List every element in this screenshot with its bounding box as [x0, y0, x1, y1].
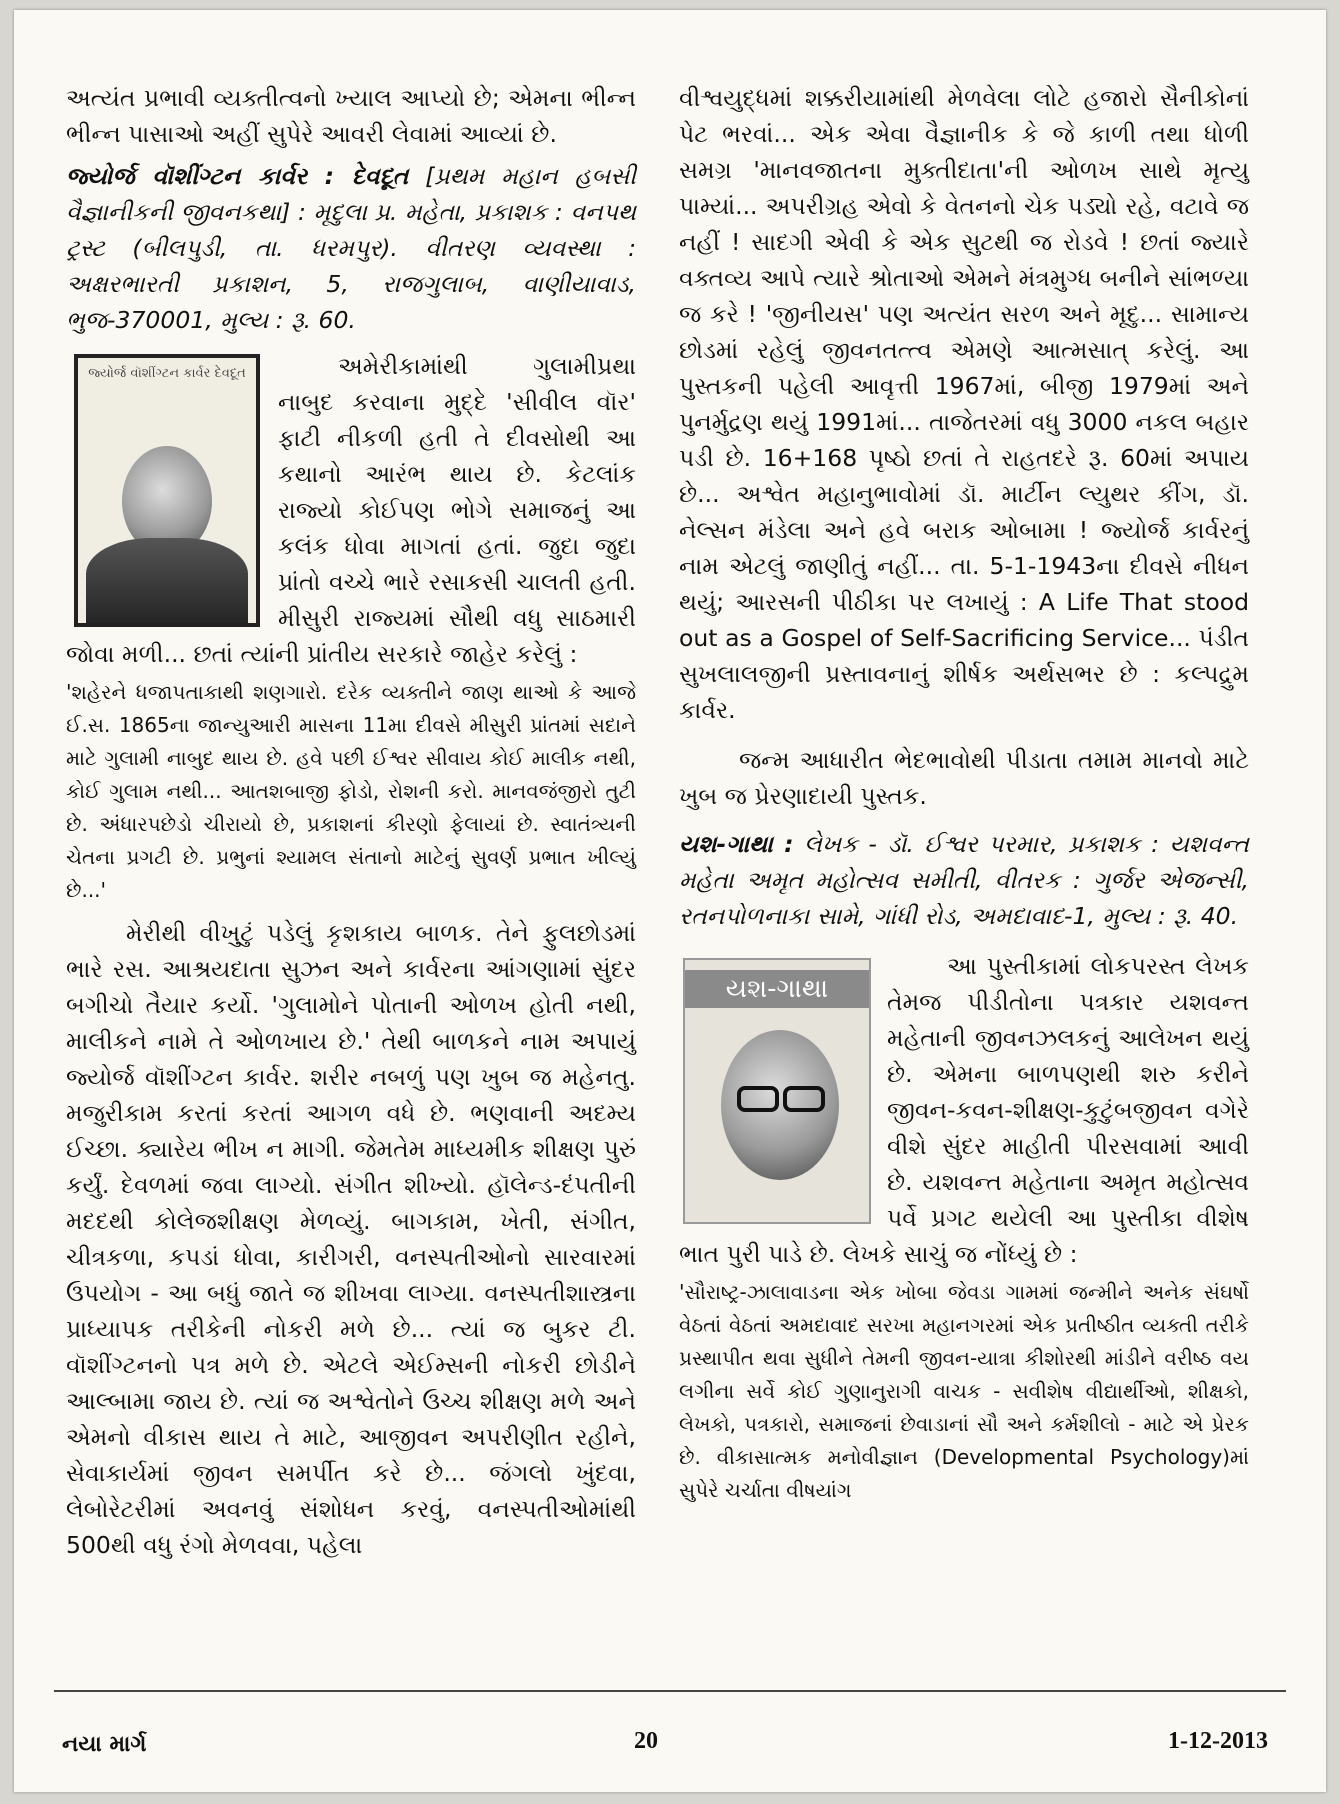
- right-column: [679, 80, 1249, 1515]
- page-footer: [14, 1690, 1326, 1780]
- book2-title: યશ-ગાથા :: [679, 830, 794, 858]
- intro-paragraph: અત્યંત પ્રભાવી વ્યક્તીત્વનો ખ્યાલ આપ્યો છે; એમના ભીન્ન ભીન્ન પાસાઓ અહીં સુપેરે આવરી લેવામાં આવ્યાં છે.: [66, 84, 636, 148]
- book2-cover-title: યશ-ગાથા: [685, 970, 869, 1008]
- legacy-paragraph: વીશ્વયુદ્ધમાં શક્કરીયામાંથી મેળવેલા લોટે હજારો સૈનીકોનાં પેટ ભરવાં... એક એવા વૈજ્ઞાનીક કે જે કાળી તથા ધોળી સમગ્ર 'માનવજાતના મુક્તીદાતા'ની ઓળખ સાથે મૃત્યુ પામ્યાં... અપરીગ્રહ એવો કે વેતનનો ચેક પડ્યો રહે, વટાવે જ નહીં ! સાદગી એવી કે એક સુટથી જ રોડવે ! છતાં જ્યારે વક્તવ્ય આપે ત્યારે શ્રોતાઓ એમને મંત્રમુગ્ધ બનીને સાંભળ્યા જ કરે ! 'જીનીયસ' પણ અત્યંત સરળ અને મૃદુ... સામાન્ય છોડમાં રહેલું જીવનતત્ત્વ એમણે આત્મસાત્ કરેલું. આ પુસ્તકની પહેલી આવૃત્તી 1967માં, બીજી 1979માં અને પુનર્મુદ્રણ થયું 1991માં... તાજેતરમાં વધુ 3000 નકલ બહાર પડી છે. 16+168 પૃષ્ઠો છતાં તે રાહતદરે રૂ. 60માં અપાય છે... અશ્વેત મહાનુભાવોમાં ડૉ. માર્ટીન લ્યુથર કીંગ, ડૉ. નેલ્સન મંડેલા અને હવે બરાક ઓબામા ! જ્યોર્જ કાર્વરનું નામ એટલું જાણીતું નહીં... તા. 5-1-1943ના દીવસે નીધન થયું; આરસની પીઠીકા પર લખાયું : A Life That stood out as a Gospel of Self-Sacrificing Service... પંડીત સુખલાલજીની પ્રસ્તાવનાનું શીર્ષક અર્થસભર છે : કલ્પદ્રુમ કાર્વર.: [679, 84, 1249, 724]
- left-column: [66, 80, 636, 1563]
- yashgatha-paragraph: આ પુસ્તીકામાં લોકપરસ્ત લેખક તેમજ પીડીતોના પત્રકાર યશવન્ત મહેતાની જીવનઝલકનું આલેખન થયું છે. એમના બાળપણથી શરુ કરીને જીવન-કવન-શીક્ષણ-કુટુંબજીવન વગેરે વીશે સુંદર માહીતી પીરસવામાં આવી છે. યશવન્ત મહેતાના અમૃત મહોત્સવ પર્વે પ્રગટ થયેલી આ પુસ્તીકા વીશેષ ભાત પુરી પાડે છે. લેખકે સાચું જ નોંધ્યું છે :: [679, 952, 1249, 1268]
- book1-cover-image: [74, 354, 260, 627]
- book1-details: [પ્રથમ મહાન હબસી વૈજ્ઞાનીકની જીવનકથા] : મૃદુલા પ્ર. મહેતા, પ્રકાશક : વનપથ ટ્રસ્ટ (બીલપુડી, તા. ધરમપુર). વીતરણ વ્યવસ્થા : અક્ષરભારતી પ્રકાશન, 5, રાજગુલાબ, વાણીયાવાડ, ભુજ-370001, મુલ્ય : રૂ. 60.: [66, 162, 637, 334]
- author-quote: 'સૌરાષ્ટ્ર-ઝાલાવાડના એક ખોબા જેવડા ગામમાં જન્મીને અનેક સંઘર્ષો વેઠતાં વેઠતાં અમદાવાદ સરખા મહાનગરમાં એક પ્રતીષ્ઠીત વ્યક્તી તરીકે પ્રસ્થાપીત થવા સુધીને તેમની જીવન-યાત્રા કીશોરથી માંડીને વરીષ્ઠ વય લગીના સર્વે કોઈ ગુણાનુરાગી વાચક - સવીશેષ વીદ્યાર્થીઓ, શીક્ષકો, લેખકો, પત્રકારો, સમાજનાં છેવાડાનાં સૌ અને કર્મશીલો - માટે એ પ્રેરક છે. વીકાસાત્મક મનોવીજ્ઞાન (Developmental Psychology)માં સુપેરે ચર્ચાતા વીષયાંગ: [679, 1280, 1249, 1502]
- magazine-name: નયા માર્ગ: [62, 1732, 147, 1757]
- portrait-body-icon: [86, 538, 248, 627]
- book1-title: જ્યોર્જ વૉશીંગ્ટન કાર્વર : દેવદૂત: [66, 162, 409, 190]
- book1-citation: [66, 158, 636, 338]
- magazine-page: [14, 10, 1326, 1792]
- glasses-icon: [737, 1086, 779, 1112]
- book2-details: લેખક - ડૉ. ઈશ્વર પરમાર, પ્રકાશક : યશવન્ત મહેતા અમૃત મહોત્સવ સમીતી, વીતરક : ગુર્જર એજન્સી, રતનપોળનાકા સામે, ગાંધી રોડ, અમદાવાદ-1, મુલ્ય : રૂ. 40.: [679, 830, 1249, 930]
- proclamation-quote: 'શહેરને ધજાપતાકાથી શણગારો. દરેક વ્યક્તીને જાણ થાઓ કે આજે ઈ.સ. 1865ના જાન્યુઆરી માસના 11મા દીવસે મીસુરી પ્રાંતમાં સદાને માટે ગુલામી નાબુદ થાય છે. હવે પછી ઈશ્વર સીવાય કોઈ માલીક નથી, કોઈ ગુલામ નથી... આતશબાજી ફોડો, રોશની કરો. માનવજંજીરો તુટી છે. અંધારપછેડો ચીરાયો છે, પ્રકાશનાં કીરણો ફેલાયાં છે. સ્વાતંત્ર્યની ચેતના પ્રગટી છે. પ્રભુનાં શ્યામલ સંતાનો માટેનું સુવર્ણ પ્રભાત ખીલ્યું છે...': [66, 680, 636, 902]
- civil-war-paragraph: અમેરીકામાંથી ગુલામીપ્રથા નાબુદ કરવાના મુદ્દે 'સીવીલ વૉર' ફાટી નીકળી હતી તે દીવસોથી આ કથાનો આરંભ થાય છે. કેટલાંક રાજ્યો કોઈપણ ભોગે સમાજનું આ કલંક ધોવા માગતાં હતાં. જુદા જુદા પ્રાંતો વચ્ચે ભારે રસાકસી ચાલતી હતી. મીસુરી રાજ્યમાં સૌથી વધુ સાઠમારી જોવા મળી... છતાં ત્યાંની પ્રાંતીય સરકારે જાહેર કરેલું :: [66, 352, 636, 668]
- recommendation-paragraph: જન્મ આધારીત ભેદભાવોથી પીડાતા તમામ માનવો માટે ખુબ જ પ્રેરણાદાયી પુસ્તક.: [679, 746, 1249, 810]
- book1-cover-title: જ્યોર્જ વૉશીંગ્ટન કાર્વર દેવદૂત: [88, 366, 246, 381]
- page-number: 20: [634, 1728, 658, 1754]
- glasses-icon: [783, 1086, 825, 1112]
- book2-cover-image: [683, 958, 871, 1224]
- childhood-paragraph: મેરીથી વીખુટું પડેલું કૃશકાય બાળક. તેને ફુલછોડમાં ભારે રસ. આશ્રયદાતા સુઝન અને કાર્વરના આંગણામાં સુંદર બગીચો તૈયાર કર્યો. 'ગુલામોને પોતાની ઓળખ હોતી નથી, માલીકને નામે તે ઓળખાય છે.' તેથી બાળકને નામ અપાયું જ્યોર્જ વૉશીંગ્ટન કાર્વર. શરીર નબળું પણ ખુબ જ મહેનતુ. મજુરીકામ કરતાં કરતાં આગળ વધે છે. ભણવાની અદમ્ય ઈચ્છા. ક્યારેય ભીખ ન માગી. જેમતેમ માધ્યમીક શીક્ષણ પુરું કર્યું. દેવળમાં જવા લાગ્યો. સંગીત શીખ્યો. હૉલેન્ડ-દંપતીની મદદથી કોલેજશીક્ષણ મેળવ્યું. બાગકામ, ખેતી, સંગીત, ચીત્રકળા, કપડાં ધોવા, કારીગરી, વનસ્પતીઓનો સારવારમાં ઉપયોગ - આ બધું જાતે જ શીખવા લાગ્યા. વનસ્પતીશાસ્ત્રના પ્રાધ્યાપક તરીકેની નોકરી મળે છે... ત્યાં જ બુકર ટી. વૉશીંગ્ટનનો પત્ર મળે છે. એટલે એઈમ્સની નોકરી છોડીને આલ્બામા જાય છે. ત્યાં જ અશ્વેતોને ઉચ્ચ શીક્ષણ મળે અને એમનો વીકાસ થાય તે માટે, આજીવન અપરીણીત રહીને, સેવાકાર્યમાં જીવન સમર્પીત કરે છે... જંગલો ખુંદવા, લેબોરેટરીમાં અવનવું સંશોધન કરવું, વનસ્પતીઓમાંથી 500થી વધુ રંગો મેળવવા, પહેલા: [66, 919, 636, 1559]
- footer-divider: [54, 1690, 1286, 1692]
- issue-date: 1-12-2013: [1168, 1728, 1268, 1754]
- book2-citation: [679, 826, 1249, 934]
